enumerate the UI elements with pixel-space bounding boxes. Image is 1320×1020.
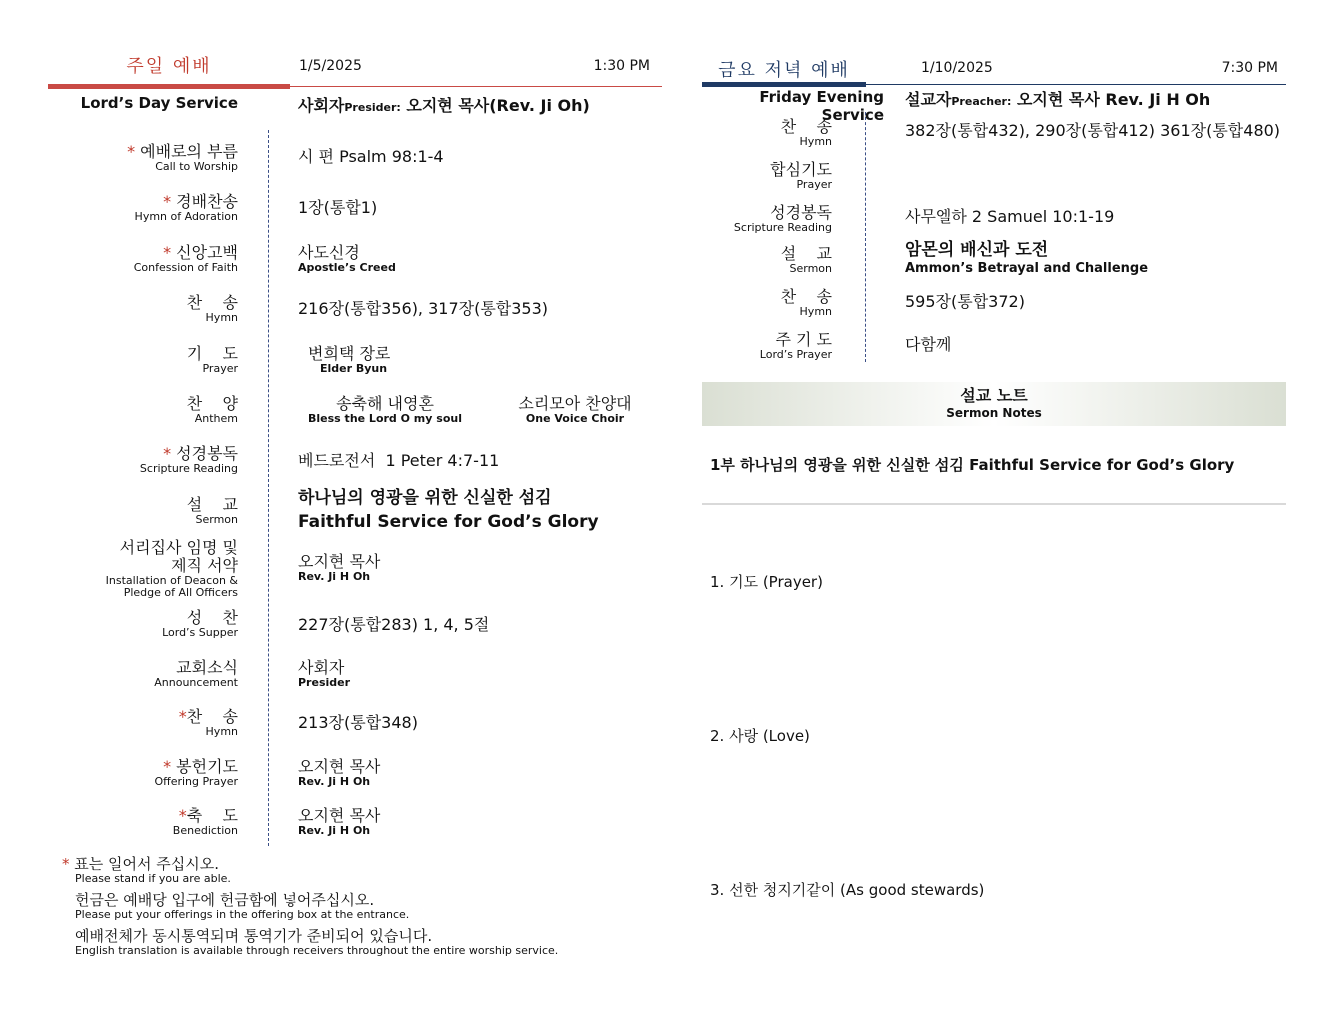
friday-preacher bbox=[905, 87, 1210, 110]
anthem-title-e: Bless the Lord O my soul bbox=[308, 412, 462, 425]
order-value-e: Rev. Ji H Oh bbox=[298, 775, 371, 788]
order-value-e: Rev. Ji H Oh bbox=[298, 824, 371, 837]
stand-marker: * bbox=[163, 192, 172, 211]
sermon-title-e: Faithful Service for God’s Glory bbox=[298, 512, 599, 532]
order-label-k: 축 도 bbox=[186, 806, 238, 825]
order-value-k: 오지현 목사 bbox=[298, 806, 381, 825]
order-label-k: 성 찬 bbox=[186, 608, 238, 627]
sunday-date: 1/5/2025 bbox=[299, 58, 362, 74]
order-label-k: 경배찬송 bbox=[176, 192, 238, 211]
friday-header-rule bbox=[866, 84, 1286, 85]
sermon-point-3: 3. 선한 청지기같이 (As good stewards) bbox=[710, 881, 985, 899]
order-label-e: Hymn of Adoration bbox=[134, 210, 238, 223]
order-value-k: 오지현 목사 bbox=[298, 757, 381, 776]
order-item-hymn-of-adoration bbox=[0, 193, 238, 223]
anthem-choir-k: 소리모아 찬양대 bbox=[518, 394, 632, 413]
friday-service-title: 금요 저녁 예배 bbox=[718, 60, 850, 81]
order-label-e: Lord’s Supper bbox=[162, 626, 238, 639]
friday-item-lords-prayer bbox=[702, 331, 832, 361]
order-label-e2: Pledge of All Officers bbox=[123, 586, 238, 599]
sermon-point-1: 1. 기도 (Prayer) bbox=[710, 573, 823, 591]
order-label-k: 찬 송 bbox=[186, 707, 238, 726]
sunday-service-title: 주일 예배 bbox=[126, 56, 212, 77]
order-label-k: 성경봉독 bbox=[770, 203, 832, 222]
order-item-hymn-2 bbox=[0, 708, 238, 738]
order-label-e: Confession of Faith bbox=[133, 261, 238, 274]
order-label-e: Sermon bbox=[195, 513, 238, 526]
sunday-service-subtitle: Lord’s Day Service bbox=[80, 94, 238, 112]
order-value-e: Presider bbox=[298, 676, 351, 689]
presider-label-e: Presider: bbox=[344, 101, 401, 114]
friday-item-hymn-2 bbox=[702, 288, 832, 318]
presider-name: 오지현 목사(Rev. Ji Oh) bbox=[400, 96, 590, 115]
stand-marker: * bbox=[163, 243, 172, 262]
order-label-e: Hymn bbox=[205, 725, 238, 738]
footer-note-e: Please put your offerings in the offering box at the entrance. bbox=[75, 908, 410, 921]
friday-time: 7:30 PM bbox=[1221, 60, 1278, 76]
stand-marker: * bbox=[178, 707, 187, 726]
order-label-k: 서리집사 임명 및 bbox=[119, 538, 238, 557]
order-item-lords-supper bbox=[0, 609, 238, 639]
order-item-prayer bbox=[0, 345, 238, 375]
order-label-k: 봉헌기도 bbox=[176, 757, 238, 776]
footer-note-translation bbox=[75, 928, 558, 957]
friday-title-underline bbox=[702, 82, 866, 87]
order-label-e: Offering Prayer bbox=[154, 775, 238, 788]
sunday-order-divider bbox=[268, 130, 269, 846]
friday-sermon-title-e: Ammon’s Betrayal and Challenge bbox=[905, 261, 1149, 276]
sermon-notes-divider bbox=[702, 503, 1286, 505]
order-item-scripture-reading bbox=[0, 445, 238, 475]
stand-marker: * bbox=[163, 444, 172, 463]
sunday-time: 1:30 PM bbox=[593, 58, 650, 74]
order-label-e: Installation of Deacon & bbox=[105, 574, 238, 587]
footer-note-e: Please stand if you are able. bbox=[75, 872, 231, 885]
order-item-anthem bbox=[0, 395, 238, 425]
order-label-k: 설 교 bbox=[186, 495, 238, 514]
order-value: 다함께 bbox=[905, 335, 952, 354]
sermon-notes-title-k: 설교 노트 bbox=[960, 386, 1028, 405]
presider-label-k: 사회자 bbox=[298, 96, 345, 115]
order-label-e: Hymn bbox=[799, 135, 832, 148]
order-item-call-to-worship bbox=[0, 143, 238, 173]
order-value: 사무엘하 2 Samuel 10:1-19 bbox=[905, 207, 1115, 226]
stand-marker: * bbox=[127, 142, 136, 161]
order-item-confession-of-faith bbox=[0, 244, 238, 274]
order-item-sermon bbox=[0, 496, 238, 526]
preacher-label-e: Preacher: bbox=[951, 95, 1012, 108]
order-label-k: 신앙고백 bbox=[176, 243, 238, 262]
stand-marker: * bbox=[163, 757, 172, 776]
sunday-header-rule bbox=[290, 86, 662, 87]
friday-item-sermon bbox=[702, 245, 832, 275]
order-item-offering-prayer bbox=[0, 758, 238, 788]
sermon-notes-header bbox=[702, 382, 1286, 426]
anthem-choir bbox=[500, 395, 650, 425]
order-label-e: Anthem bbox=[194, 412, 238, 425]
order-item-hymn bbox=[0, 294, 238, 324]
order-value: 382장(통합432), 290장(통합412) 361장(통합480) bbox=[905, 121, 1281, 140]
footer-note-offering bbox=[75, 892, 409, 921]
order-value-e: Elder Byun bbox=[320, 362, 388, 375]
order-value: 595장(통합372) bbox=[905, 292, 1025, 311]
order-value bbox=[298, 244, 396, 274]
order-label-e: Lord’s Prayer bbox=[759, 348, 832, 361]
order-label-k: 찬 송 bbox=[780, 117, 832, 136]
sunday-title-underline bbox=[48, 84, 290, 89]
order-label-e: Announcement bbox=[154, 676, 238, 689]
order-label-k: 주 기 도 bbox=[775, 330, 832, 349]
order-label-e: Benediction bbox=[172, 824, 238, 837]
sermon-title bbox=[298, 486, 599, 534]
order-value-k: 오지현 목사 bbox=[298, 552, 381, 571]
order-value: 216장(통합356), 317장(통합353) bbox=[298, 299, 549, 318]
order-item-benediction bbox=[0, 807, 238, 837]
sermon-point-2: 2. 사랑 (Love) bbox=[710, 727, 810, 745]
preacher-label-k: 설교자 bbox=[905, 90, 952, 109]
order-item-installation bbox=[0, 539, 238, 599]
sermon-notes-theme: 1부 하나님의 영광을 위한 신실한 섬김 Faithful Service for God’s Glory bbox=[710, 456, 1235, 474]
friday-item-scripture-reading bbox=[702, 204, 832, 234]
order-label-k: 찬 송 bbox=[780, 287, 832, 306]
order-label-e: Prayer bbox=[202, 362, 238, 375]
order-label-e: Hymn bbox=[205, 311, 238, 324]
anthem-title bbox=[300, 395, 470, 425]
order-label-k: 설 교 bbox=[780, 244, 832, 263]
order-label-e: Sermon bbox=[789, 262, 832, 275]
order-value bbox=[298, 659, 350, 689]
order-value: 시 편 Psalm 98:1-4 bbox=[298, 147, 444, 166]
order-label-k: 예배로의 부름 bbox=[140, 142, 238, 161]
order-label-k: 찬 송 bbox=[186, 293, 238, 312]
friday-service-subtitle: Friday Evening Service bbox=[759, 88, 884, 124]
order-label-k: 교회소식 bbox=[176, 658, 238, 677]
sunday-presider bbox=[298, 93, 590, 116]
order-label-e: Call to Worship bbox=[155, 160, 238, 173]
order-value: 227장(통합283) 1, 4, 5절 bbox=[298, 615, 490, 634]
order-label-e: Scripture Reading bbox=[139, 462, 238, 475]
footer-note-k: 예배전체가 동시통역되며 통역기가 준비되어 있습니다. bbox=[75, 927, 433, 945]
order-label-e: Hymn bbox=[799, 305, 832, 318]
order-value bbox=[298, 807, 380, 837]
order-value-k: 사도신경 bbox=[298, 243, 360, 262]
anthem-choir-e: One Voice Choir bbox=[525, 412, 625, 425]
order-value: 213장(통합348) bbox=[298, 713, 418, 732]
order-value-k: 사회자 bbox=[298, 658, 345, 677]
order-value: 베드로전서 1 Peter 4:7-11 bbox=[298, 451, 500, 470]
order-value bbox=[308, 345, 390, 375]
order-label-e: Scripture Reading bbox=[733, 221, 832, 234]
order-value: 1장(통합1) bbox=[298, 198, 378, 217]
order-label-k: 합심기도 bbox=[770, 160, 832, 179]
footer-note-stand bbox=[62, 856, 231, 885]
order-value-e: Apostle’s Creed bbox=[298, 261, 396, 274]
stand-marker: * bbox=[62, 855, 70, 873]
friday-item-hymn bbox=[702, 118, 832, 148]
friday-date: 1/10/2025 bbox=[921, 60, 993, 76]
order-label-e: Prayer bbox=[796, 178, 832, 191]
footer-note-k: 표는 일어서 주십시오. bbox=[74, 855, 219, 873]
order-value-k: 변희택 장로 bbox=[308, 344, 391, 363]
friday-sermon-title bbox=[905, 239, 1148, 277]
friday-order-divider bbox=[865, 112, 866, 362]
order-value bbox=[298, 758, 380, 788]
order-label-k: 찬 양 bbox=[186, 394, 238, 413]
order-value-e: Rev. Ji H Oh bbox=[298, 570, 371, 583]
order-label-k: 성경봉독 bbox=[176, 444, 238, 463]
sermon-title-k: 하나님의 영광을 위한 신실한 섬김 bbox=[298, 488, 552, 508]
stand-marker: * bbox=[178, 806, 187, 825]
order-label-k2: 제직 서약 bbox=[171, 556, 238, 575]
order-item-announcement bbox=[0, 659, 238, 689]
preacher-name: 오지현 목사 Rev. Ji H Oh bbox=[1011, 90, 1211, 109]
sermon-notes-title-e: Sermon Notes bbox=[946, 406, 1042, 420]
friday-sermon-title-k: 암몬의 배신과 도전 bbox=[905, 240, 1049, 260]
order-label-k: 기 도 bbox=[186, 344, 238, 363]
friday-item-prayer bbox=[702, 161, 832, 191]
anthem-title-k: 송축해 내영혼 bbox=[336, 394, 434, 413]
order-value bbox=[298, 553, 380, 583]
footer-note-k: 헌금은 예배당 입구에 헌금함에 넣어주십시오. bbox=[75, 891, 375, 909]
footer-note-e: English translation is available through receivers throughout the entire worship service. bbox=[75, 944, 559, 957]
